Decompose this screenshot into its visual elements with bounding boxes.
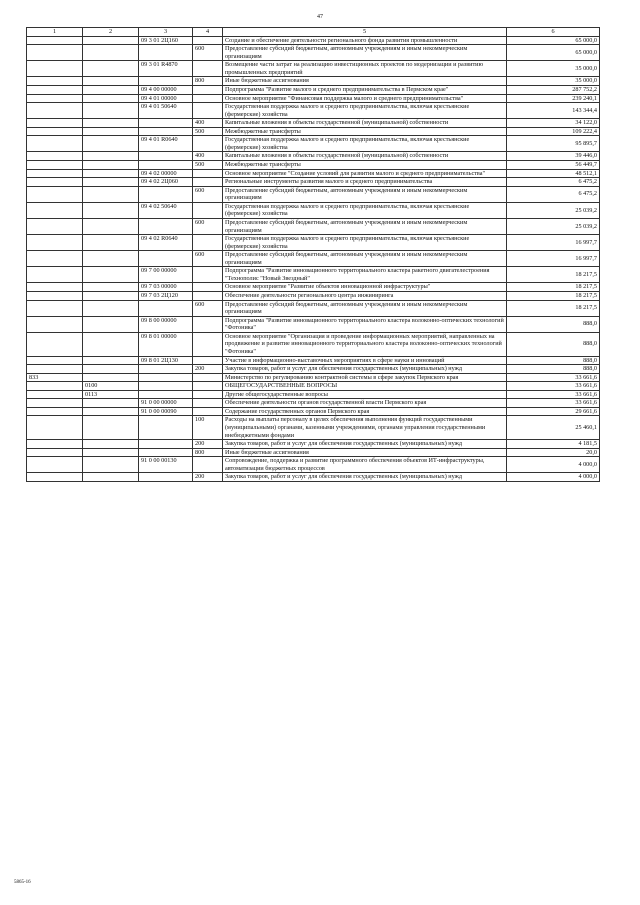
expense-type-cell: 800 xyxy=(193,448,223,457)
amount-cell: 25 460,1 xyxy=(507,416,600,440)
ministry-code-cell xyxy=(27,390,83,399)
table-row xyxy=(27,292,600,301)
target-article-cell: 09 8 00 00000 xyxy=(139,316,193,332)
document-code: 5865-16 xyxy=(14,880,31,885)
table-row xyxy=(27,36,600,45)
amount-cell: 20,0 xyxy=(507,448,600,457)
expense-type-cell xyxy=(193,85,223,94)
section-code-cell xyxy=(83,161,139,170)
ministry-code-cell xyxy=(27,77,83,86)
description-cell: Межбюджетные трансферты xyxy=(223,127,507,136)
section-code-cell xyxy=(83,235,139,251)
description-cell: Содержание государственных органов Пермского края xyxy=(223,407,507,416)
table-row xyxy=(27,457,600,473)
expense-type-cell: 400 xyxy=(193,152,223,161)
section-code-cell: 0113 xyxy=(83,390,139,399)
description-cell: Предоставление субсидий бюджетным, автономным учреждениям и иным некоммерческим организациям xyxy=(223,45,507,61)
description-cell: Межбюджетные трансферты xyxy=(223,161,507,170)
ministry-code-cell xyxy=(27,300,83,316)
description-cell: Капитальные вложения в объекты государственной (муниципальной) собственности xyxy=(223,119,507,128)
ministry-code-cell xyxy=(27,218,83,234)
amount-cell: 287 752,2 xyxy=(507,85,600,94)
expense-type-cell xyxy=(193,356,223,365)
expense-type-cell: 800 xyxy=(193,77,223,86)
section-code-cell xyxy=(83,169,139,178)
amount-cell: 6 475,2 xyxy=(507,186,600,202)
table-row xyxy=(27,127,600,136)
ministry-code-cell xyxy=(27,399,83,408)
expense-type-cell: 600 xyxy=(193,251,223,267)
section-code-cell xyxy=(83,356,139,365)
amount-cell: 34 122,0 xyxy=(507,119,600,128)
expense-type-cell: 500 xyxy=(193,127,223,136)
expense-type-cell xyxy=(193,202,223,218)
description-cell: Государственная поддержка малого и среднего предпринимательства, включая крестьянские (фермерские) хозяйства xyxy=(223,202,507,218)
table-row xyxy=(27,356,600,365)
table-row xyxy=(27,448,600,457)
amount-cell: 888,0 xyxy=(507,332,600,356)
target-article-cell xyxy=(139,186,193,202)
table-row xyxy=(27,390,600,399)
expense-type-cell xyxy=(193,399,223,408)
target-article-cell xyxy=(139,365,193,374)
amount-cell: 888,0 xyxy=(507,316,600,332)
table-row xyxy=(27,77,600,86)
section-code-cell xyxy=(83,186,139,202)
amount-cell: 33 661,6 xyxy=(507,373,600,382)
table-row xyxy=(27,399,600,408)
amount-cell: 18 217,5 xyxy=(507,267,600,283)
amount-cell: 239 240,1 xyxy=(507,94,600,103)
expense-type-cell: 200 xyxy=(193,440,223,449)
target-article-cell: 09 3 01 2Ц160 xyxy=(139,36,193,45)
description-cell: Другие общегосударственные вопросы xyxy=(223,390,507,399)
amount-cell: 48 512,1 xyxy=(507,169,600,178)
target-article-cell: 09 3 01 R4870 xyxy=(139,61,193,77)
amount-cell: 4 000,0 xyxy=(507,457,600,473)
ministry-code-cell xyxy=(27,382,83,391)
target-article-cell xyxy=(139,382,193,391)
expense-type-cell: 600 xyxy=(193,300,223,316)
target-article-cell: 09 4 02 00000 xyxy=(139,169,193,178)
ministry-code-cell xyxy=(27,186,83,202)
section-code-cell xyxy=(83,399,139,408)
expense-type-cell xyxy=(193,316,223,332)
amount-cell: 888,0 xyxy=(507,365,600,374)
ministry-code-cell xyxy=(27,356,83,365)
amount-cell: 95 895,7 xyxy=(507,136,600,152)
target-article-cell xyxy=(139,440,193,449)
description-cell: Подпрограмма "Развитие инновационного территориального кластера ракетного двигателестроения "Технополис "Новый Звездный" xyxy=(223,267,507,283)
target-article-cell xyxy=(139,45,193,61)
header-cell: 3 xyxy=(139,28,193,37)
section-code-cell xyxy=(83,127,139,136)
amount-cell: 33 661,6 xyxy=(507,390,600,399)
ministry-code-cell xyxy=(27,267,83,283)
ministry-code-cell xyxy=(27,178,83,187)
target-article-cell: 09 8 01 2Ц130 xyxy=(139,356,193,365)
description-cell: Основное мероприятие "Организация и проведение информационных мероприятий, направленных на продвижение и развитие инновационного территориального кластера волоконно-оптических технологий "Фотоника" xyxy=(223,332,507,356)
ministry-code-cell xyxy=(27,61,83,77)
expense-type-cell: 600 xyxy=(193,218,223,234)
description-cell: Закупка товаров, работ и услуг для обеспечения государственных (муниципальных) нужд xyxy=(223,440,507,449)
section-code-cell xyxy=(83,283,139,292)
ministry-code-cell xyxy=(27,94,83,103)
expense-type-cell xyxy=(193,292,223,301)
expense-type-cell xyxy=(193,103,223,119)
section-code-cell xyxy=(83,85,139,94)
expense-type-cell xyxy=(193,382,223,391)
section-code-cell xyxy=(83,77,139,86)
expense-type-cell xyxy=(193,94,223,103)
target-article-cell xyxy=(139,390,193,399)
section-code-cell xyxy=(83,457,139,473)
table-row xyxy=(27,473,600,482)
header-cell: 4 xyxy=(193,28,223,37)
ministry-code-cell xyxy=(27,365,83,374)
description-cell: Сопровождение, поддержка и развитие программного обеспечения объектов ИТ-инфраструктуры, автоматизации бюджетных процессов xyxy=(223,457,507,473)
target-article-cell: 09 7 03 2Ц120 xyxy=(139,292,193,301)
section-code-cell xyxy=(83,365,139,374)
target-article-cell xyxy=(139,473,193,482)
header-cell: 1 xyxy=(27,28,83,37)
target-article-cell: 09 7 03 00000 xyxy=(139,283,193,292)
section-code-cell xyxy=(83,45,139,61)
table-row xyxy=(27,103,600,119)
description-cell: Основное мероприятие "Создание условий для развития малого и среднего предпринимательства" xyxy=(223,169,507,178)
description-cell: Государственная поддержка малого и среднего предпринимательства, включая крестьянские (фермерские) хозяйства xyxy=(223,235,507,251)
amount-cell: 16 997,7 xyxy=(507,235,600,251)
table-row xyxy=(27,202,600,218)
ministry-code-cell xyxy=(27,457,83,473)
target-article-cell: 09 7 00 00000 xyxy=(139,267,193,283)
amount-cell: 888,0 xyxy=(507,356,600,365)
section-code-cell xyxy=(83,292,139,301)
description-cell: Предоставление субсидий бюджетным, автономным учреждениям и иным некоммерческим организациям xyxy=(223,251,507,267)
ministry-code-cell xyxy=(27,152,83,161)
target-article-cell xyxy=(139,127,193,136)
table-row xyxy=(27,365,600,374)
amount-cell: 56 449,7 xyxy=(507,161,600,170)
ministry-code-cell xyxy=(27,202,83,218)
table-row xyxy=(27,152,600,161)
amount-cell: 25 039,2 xyxy=(507,218,600,234)
ministry-code-cell xyxy=(27,169,83,178)
ministry-code-cell xyxy=(27,440,83,449)
expense-type-cell xyxy=(193,61,223,77)
ministry-code-cell xyxy=(27,85,83,94)
budget-table xyxy=(26,27,600,482)
table-row xyxy=(27,94,600,103)
section-code-cell xyxy=(83,103,139,119)
header-cell: 6 xyxy=(507,28,600,37)
section-code-cell xyxy=(83,36,139,45)
table-row xyxy=(27,85,600,94)
description-cell: Предоставление субсидий бюджетным, автономным учреждениям и иным некоммерческим организациям xyxy=(223,300,507,316)
description-cell: Возмещение части затрат на реализацию инвестиционных проектов по модернизации и развитию промышленных предприятий xyxy=(223,61,507,77)
description-cell: Иные бюджетные ассигнования xyxy=(223,77,507,86)
section-code-cell xyxy=(83,94,139,103)
table-row xyxy=(27,45,600,61)
ministry-code-cell xyxy=(27,473,83,482)
target-article-cell xyxy=(139,373,193,382)
expense-type-cell: 600 xyxy=(193,186,223,202)
section-code-cell xyxy=(83,218,139,234)
expense-type-cell: 100 xyxy=(193,416,223,440)
description-cell: Капитальные вложения в объекты государственной (муниципальной) собственности xyxy=(223,152,507,161)
ministry-code-cell xyxy=(27,36,83,45)
target-article-cell xyxy=(139,448,193,457)
section-code-cell xyxy=(83,202,139,218)
expense-type-cell xyxy=(193,136,223,152)
ministry-code-cell xyxy=(27,251,83,267)
ministry-code-cell xyxy=(27,448,83,457)
target-article-cell: 09 4 02 50640 xyxy=(139,202,193,218)
section-code-cell xyxy=(83,316,139,332)
target-article-cell: 09 4 01 00000 xyxy=(139,94,193,103)
target-article-cell: 09 4 01 R0640 xyxy=(139,136,193,152)
expense-type-cell xyxy=(193,169,223,178)
ministry-code-cell xyxy=(27,332,83,356)
description-cell: Участие в информационно-выставочных мероприятиях в сфере науки и инноваций xyxy=(223,356,507,365)
table-row xyxy=(27,235,600,251)
section-code-cell xyxy=(83,119,139,128)
section-code-cell xyxy=(83,373,139,382)
section-code-cell xyxy=(83,416,139,440)
description-cell: Подпрограмма "Развитие малого и среднего предпринимательства в Пермском крае" xyxy=(223,85,507,94)
ministry-code-cell: 833 xyxy=(27,373,83,382)
amount-cell: 18 217,5 xyxy=(507,300,600,316)
ministry-code-cell xyxy=(27,316,83,332)
description-cell: Основное мероприятие "Финансовая поддержка малого и среднего предпринимательства" xyxy=(223,94,507,103)
expense-type-cell xyxy=(193,235,223,251)
expense-type-cell xyxy=(193,390,223,399)
amount-cell: 18 217,5 xyxy=(507,283,600,292)
description-cell: Иные бюджетные ассигнования xyxy=(223,448,507,457)
table-row xyxy=(27,169,600,178)
table-row xyxy=(27,416,600,440)
description-cell: Обеспечение деятельности органов государственной власти Пермского края xyxy=(223,399,507,408)
target-article-cell xyxy=(139,119,193,128)
header-cell: 2 xyxy=(83,28,139,37)
description-cell: Подпрограмма "Развитие инновационного территориального кластера волоконно-оптических технологий "Фотоника" xyxy=(223,316,507,332)
ministry-code-cell xyxy=(27,119,83,128)
target-article-cell: 91 0 00 00000 xyxy=(139,399,193,408)
section-code-cell xyxy=(83,332,139,356)
header-cell: 5 xyxy=(223,28,507,37)
ministry-code-cell xyxy=(27,416,83,440)
table-row xyxy=(27,407,600,416)
description-cell: ОБЩЕГОСУДАРСТВЕННЫЕ ВОПРОСЫ xyxy=(223,382,507,391)
target-article-cell xyxy=(139,161,193,170)
description-cell: Расходы на выплаты персоналу в целях обеспечения выполнения функций государственными (муниципальными) органами, казенными учреждениями, органами управления государственными внебюджетными фондами xyxy=(223,416,507,440)
section-code-cell xyxy=(83,152,139,161)
ministry-code-cell xyxy=(27,45,83,61)
amount-cell: 35 000,0 xyxy=(507,61,600,77)
section-code-cell xyxy=(83,178,139,187)
table-row xyxy=(27,373,600,382)
description-cell: Государственная поддержка малого и среднего предпринимательства, включая крестьянские (фермерские) хозяйства xyxy=(223,136,507,152)
expense-type-cell xyxy=(193,457,223,473)
table-row xyxy=(27,136,600,152)
amount-cell: 109 222,4 xyxy=(507,127,600,136)
amount-cell: 16 997,7 xyxy=(507,251,600,267)
description-cell: Закупка товаров, работ и услуг для обеспечения государственных (муниципальных) нужд xyxy=(223,365,507,374)
amount-cell: 65 000,0 xyxy=(507,45,600,61)
ministry-code-cell xyxy=(27,103,83,119)
table-row xyxy=(27,186,600,202)
target-article-cell: 09 4 02 R0640 xyxy=(139,235,193,251)
section-code-cell xyxy=(83,448,139,457)
table-row xyxy=(27,119,600,128)
description-cell: Основное мероприятие "Развитие объектов инновационной инфраструктуры" xyxy=(223,283,507,292)
section-code-cell xyxy=(83,473,139,482)
target-article-cell xyxy=(139,152,193,161)
expense-type-cell xyxy=(193,178,223,187)
target-article-cell: 09 8 01 00000 xyxy=(139,332,193,356)
table-row xyxy=(27,161,600,170)
section-code-cell xyxy=(83,440,139,449)
expense-type-cell: 200 xyxy=(193,473,223,482)
expense-type-cell xyxy=(193,332,223,356)
expense-type-cell xyxy=(193,283,223,292)
description-cell: Министерство по регулированию контрактной системы в сфере закупок Пермского края xyxy=(223,373,507,382)
table-row xyxy=(27,316,600,332)
target-article-cell xyxy=(139,416,193,440)
section-code-cell xyxy=(83,61,139,77)
expense-type-cell xyxy=(193,267,223,283)
amount-cell: 25 039,2 xyxy=(507,202,600,218)
amount-cell: 39 446,0 xyxy=(507,152,600,161)
amount-cell: 35 000,0 xyxy=(507,77,600,86)
description-cell: Создание и обеспечение деятельности регионального фонда развития промышленности xyxy=(223,36,507,45)
section-code-cell xyxy=(83,407,139,416)
target-article-cell xyxy=(139,218,193,234)
ministry-code-cell xyxy=(27,283,83,292)
section-code-cell xyxy=(83,136,139,152)
table-row xyxy=(27,61,600,77)
description-cell: Обеспечение деятельности регионального центра инжиниринга xyxy=(223,292,507,301)
ministry-code-cell xyxy=(27,127,83,136)
target-article-cell xyxy=(139,300,193,316)
expense-type-cell: 600 xyxy=(193,45,223,61)
table-row xyxy=(27,382,600,391)
target-article-cell xyxy=(139,251,193,267)
table-row xyxy=(27,283,600,292)
ministry-code-cell xyxy=(27,407,83,416)
amount-cell: 29 661,6 xyxy=(507,407,600,416)
amount-cell: 33 661,6 xyxy=(507,399,600,408)
description-cell: Государственная поддержка малого и среднего предпринимательства, включая крестьянские (фермерские) хозяйства xyxy=(223,103,507,119)
table-row xyxy=(27,178,600,187)
page-number: 47 xyxy=(317,14,323,20)
target-article-cell: 09 4 00 00000 xyxy=(139,85,193,94)
amount-cell: 33 661,6 xyxy=(507,382,600,391)
target-article-cell: 09 4 02 2Ц060 xyxy=(139,178,193,187)
table-row xyxy=(27,267,600,283)
section-code-cell xyxy=(83,267,139,283)
table-row xyxy=(27,300,600,316)
table-body xyxy=(27,28,600,482)
ministry-code-cell xyxy=(27,235,83,251)
description-cell: Закупка товаров, работ и услуг для обеспечения государственных (муниципальных) нужд xyxy=(223,473,507,482)
amount-cell: 18 217,5 xyxy=(507,292,600,301)
description-cell: Предоставление субсидий бюджетным, автономным учреждениям и иным некоммерческим организациям xyxy=(223,218,507,234)
target-article-cell xyxy=(139,77,193,86)
amount-cell: 4 181,5 xyxy=(507,440,600,449)
target-article-cell: 91 0 00 00090 xyxy=(139,407,193,416)
header-row xyxy=(27,28,600,37)
amount-cell: 4 000,0 xyxy=(507,473,600,482)
section-code-cell: 0100 xyxy=(83,382,139,391)
table-row xyxy=(27,440,600,449)
ministry-code-cell xyxy=(27,136,83,152)
section-code-cell xyxy=(83,300,139,316)
table-row xyxy=(27,332,600,356)
description-cell: Региональные инструменты развития малого и среднего предпринимательства xyxy=(223,178,507,187)
description-cell: Предоставление субсидий бюджетным, автономным учреждениям и иным некоммерческим организациям xyxy=(223,186,507,202)
expense-type-cell: 500 xyxy=(193,161,223,170)
amount-cell: 65 000,0 xyxy=(507,36,600,45)
expense-type-cell: 200 xyxy=(193,365,223,374)
amount-cell: 6 475,2 xyxy=(507,178,600,187)
amount-cell: 143 344,4 xyxy=(507,103,600,119)
table-row xyxy=(27,218,600,234)
table-row xyxy=(27,251,600,267)
ministry-code-cell xyxy=(27,161,83,170)
expense-type-cell xyxy=(193,407,223,416)
section-code-cell xyxy=(83,251,139,267)
expense-type-cell: 400 xyxy=(193,119,223,128)
ministry-code-cell xyxy=(27,292,83,301)
target-article-cell: 09 4 01 50640 xyxy=(139,103,193,119)
target-article-cell: 91 0 00 00130 xyxy=(139,457,193,473)
expense-type-cell xyxy=(193,36,223,45)
expense-type-cell xyxy=(193,373,223,382)
